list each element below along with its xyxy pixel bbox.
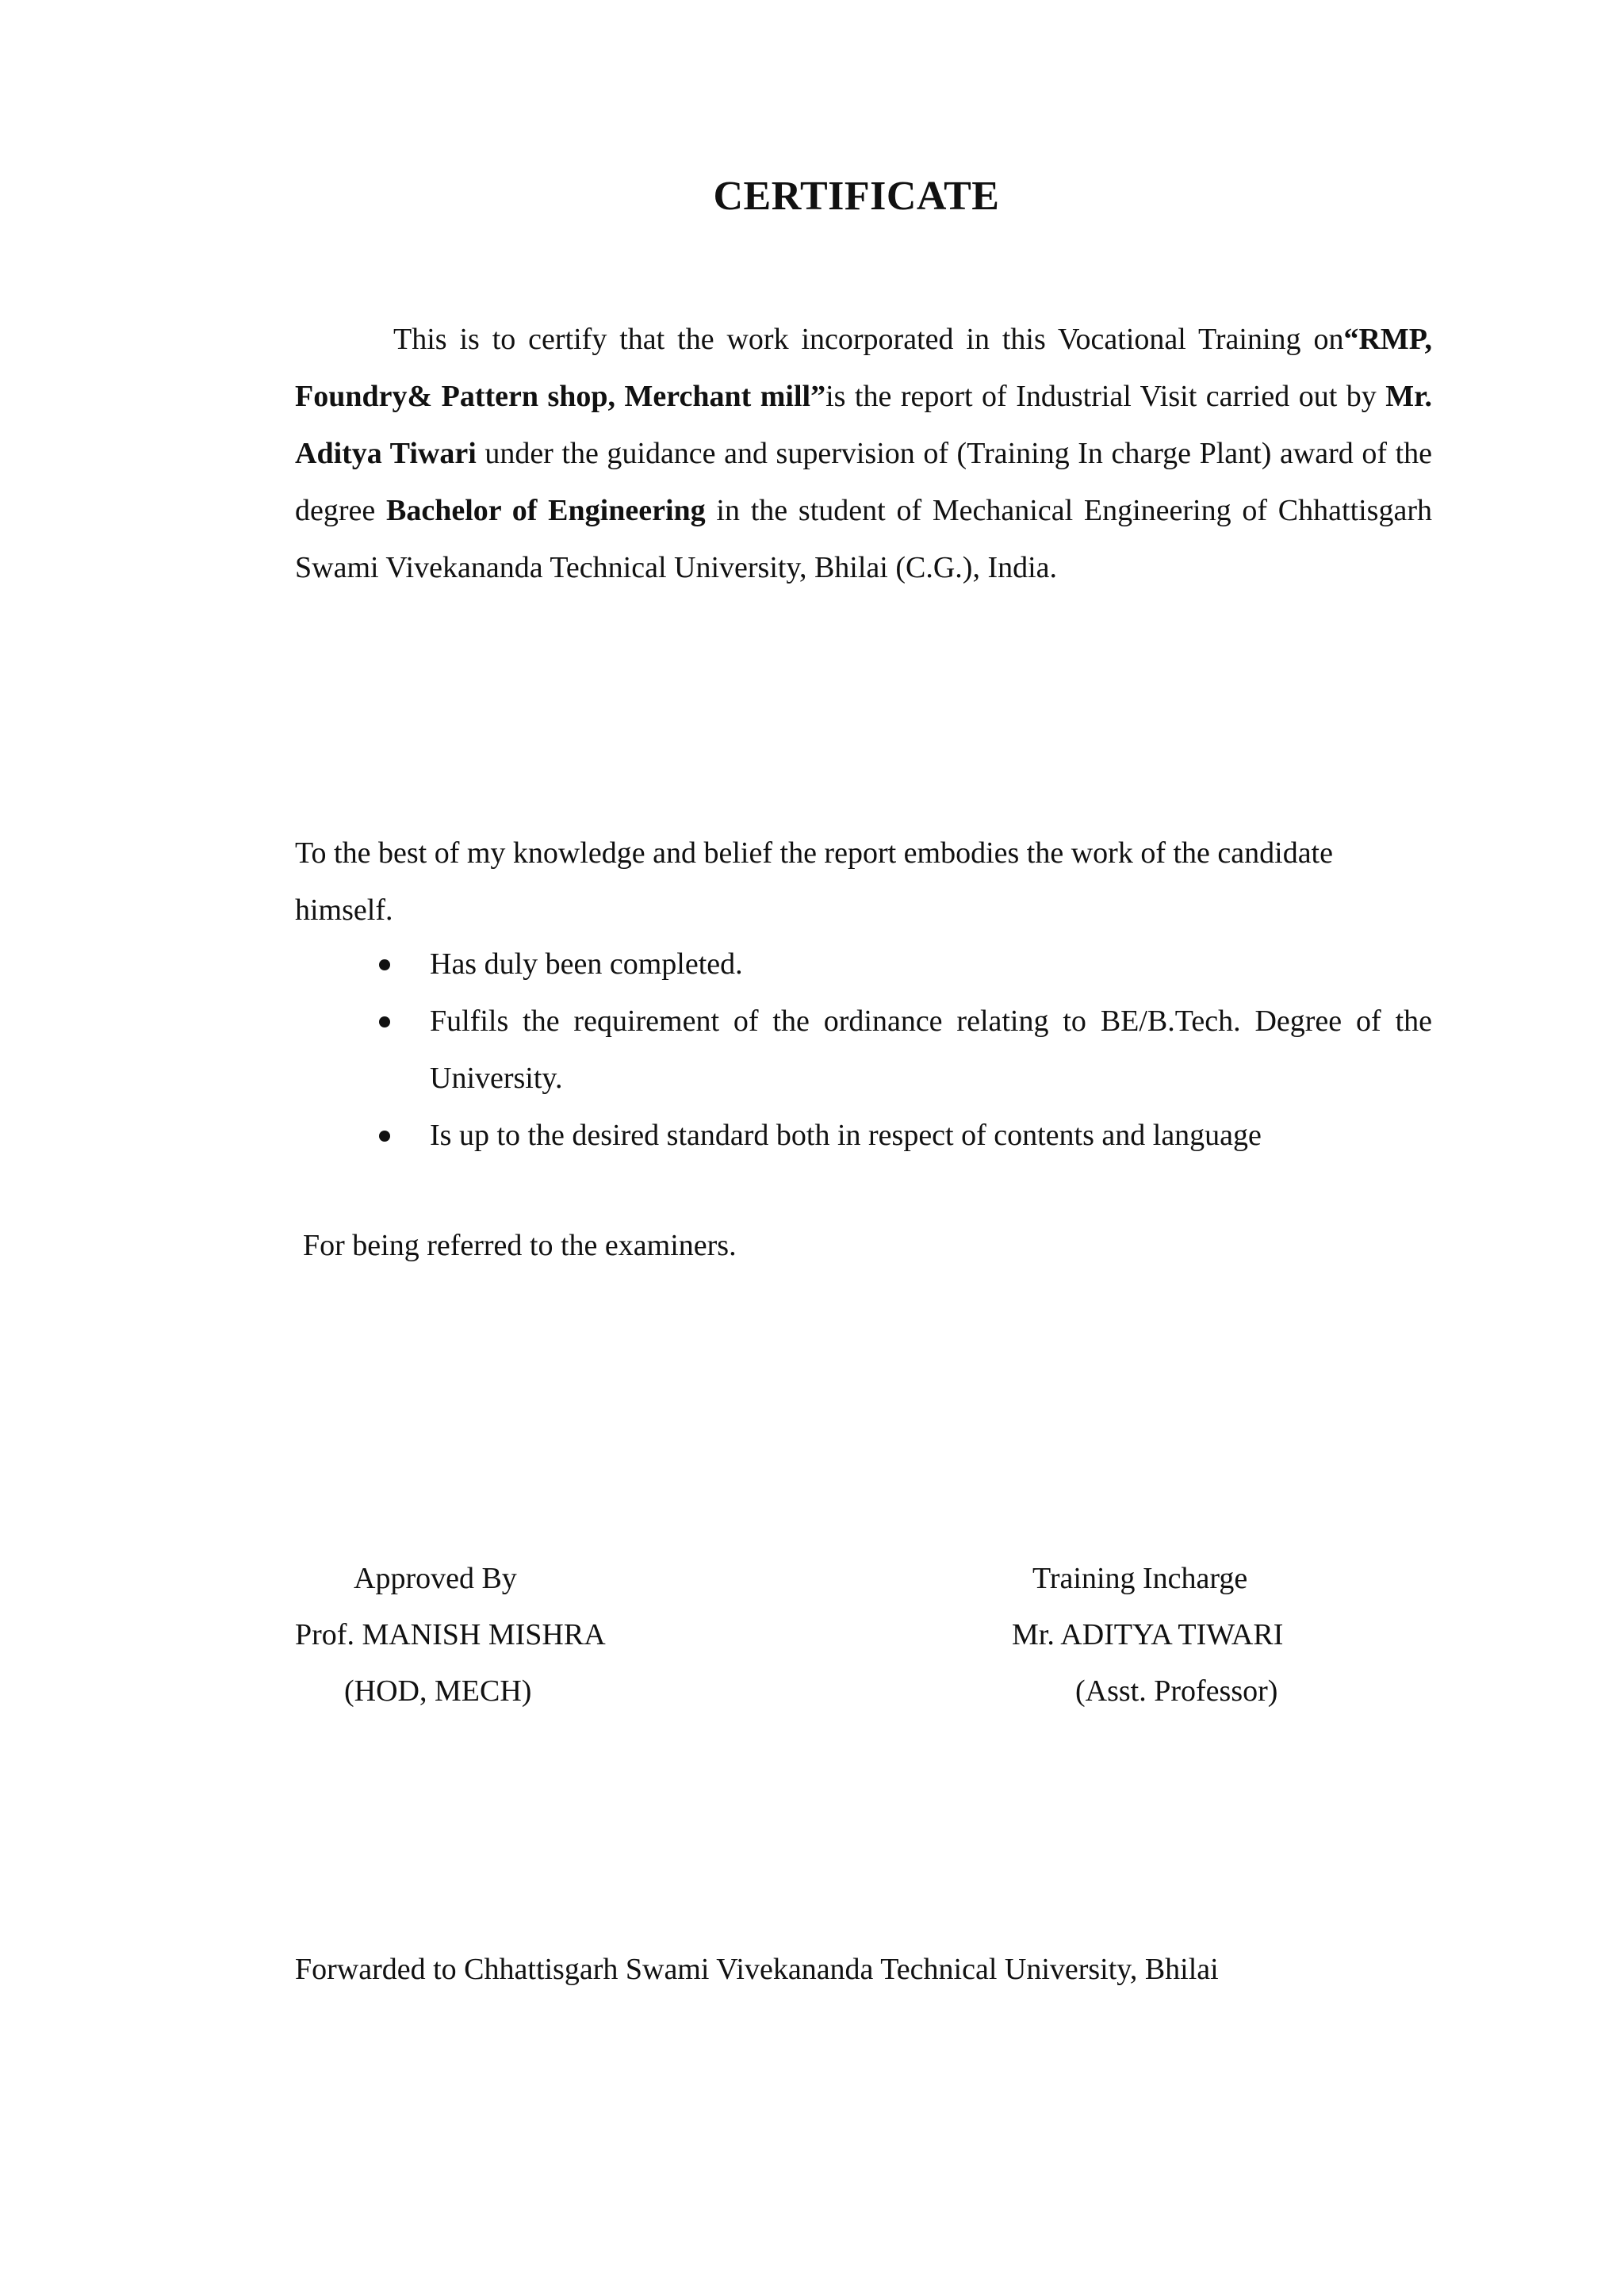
list-item-text: Has duly been completed. [430,947,743,981]
page-title: CERTIFICATE [713,174,1000,219]
approver-designation: (HOD, MECH) [344,1674,532,1708]
bullet-icon [379,1131,390,1142]
list-item [295,993,1432,1107]
training-incharge-heading: Training Incharge [1032,1562,1248,1595]
list-item-text: Fulfils the requirement of the ordinance relating to BE/B.Tech. Degree of the University. [430,1004,1432,1095]
list-item [295,1107,1432,1164]
approver-name: Prof. MANISH MISHRA [295,1618,606,1651]
list-item [295,936,1432,993]
requirements-list [295,936,1432,1164]
paragraph-text-4: in the student of Mechanical Engineering of Chhattisgarh Swami Vivekananda Technical University, Bhilai (C.G.), India. [295,494,1432,584]
paragraph-text-2: is the report of Industrial Visit carried out by [825,380,1386,413]
certification-paragraph [295,311,1432,596]
student-name: Mr. Aditya Tiwari [295,380,1433,470]
training-topic: “RMP, Foundry& Pattern shop, Merchant mill” [295,323,1432,413]
approved-by-heading: Approved By [354,1562,517,1595]
paragraph-text-3: under the guidance and supervision of (Training In charge Plant) award of the degree [295,437,1432,527]
paragraph-text-1: This is to certify that the work incorporated in this Vocational Training on [393,323,1344,356]
knowledge-paragraph: To the best of my knowledge and belief the report embodies the work of the candidate himself. [295,836,1333,927]
bullet-icon [379,1016,390,1027]
incharge-name: Mr. ADITYA TIWARI [1012,1618,1284,1651]
bullet-icon [379,959,390,970]
list-item-text: Is up to the desired standard both in respect of contents and language [430,1119,1262,1152]
degree-name: Bachelor of Engineering [386,494,706,527]
forwarded-note: Forwarded to Chhattisgarh Swami Vivekananda Technical University, Bhilai [295,1953,1219,1986]
referred-note: For being referred to the examiners. [303,1229,737,1262]
incharge-designation: (Asst. Professor) [1075,1674,1278,1708]
